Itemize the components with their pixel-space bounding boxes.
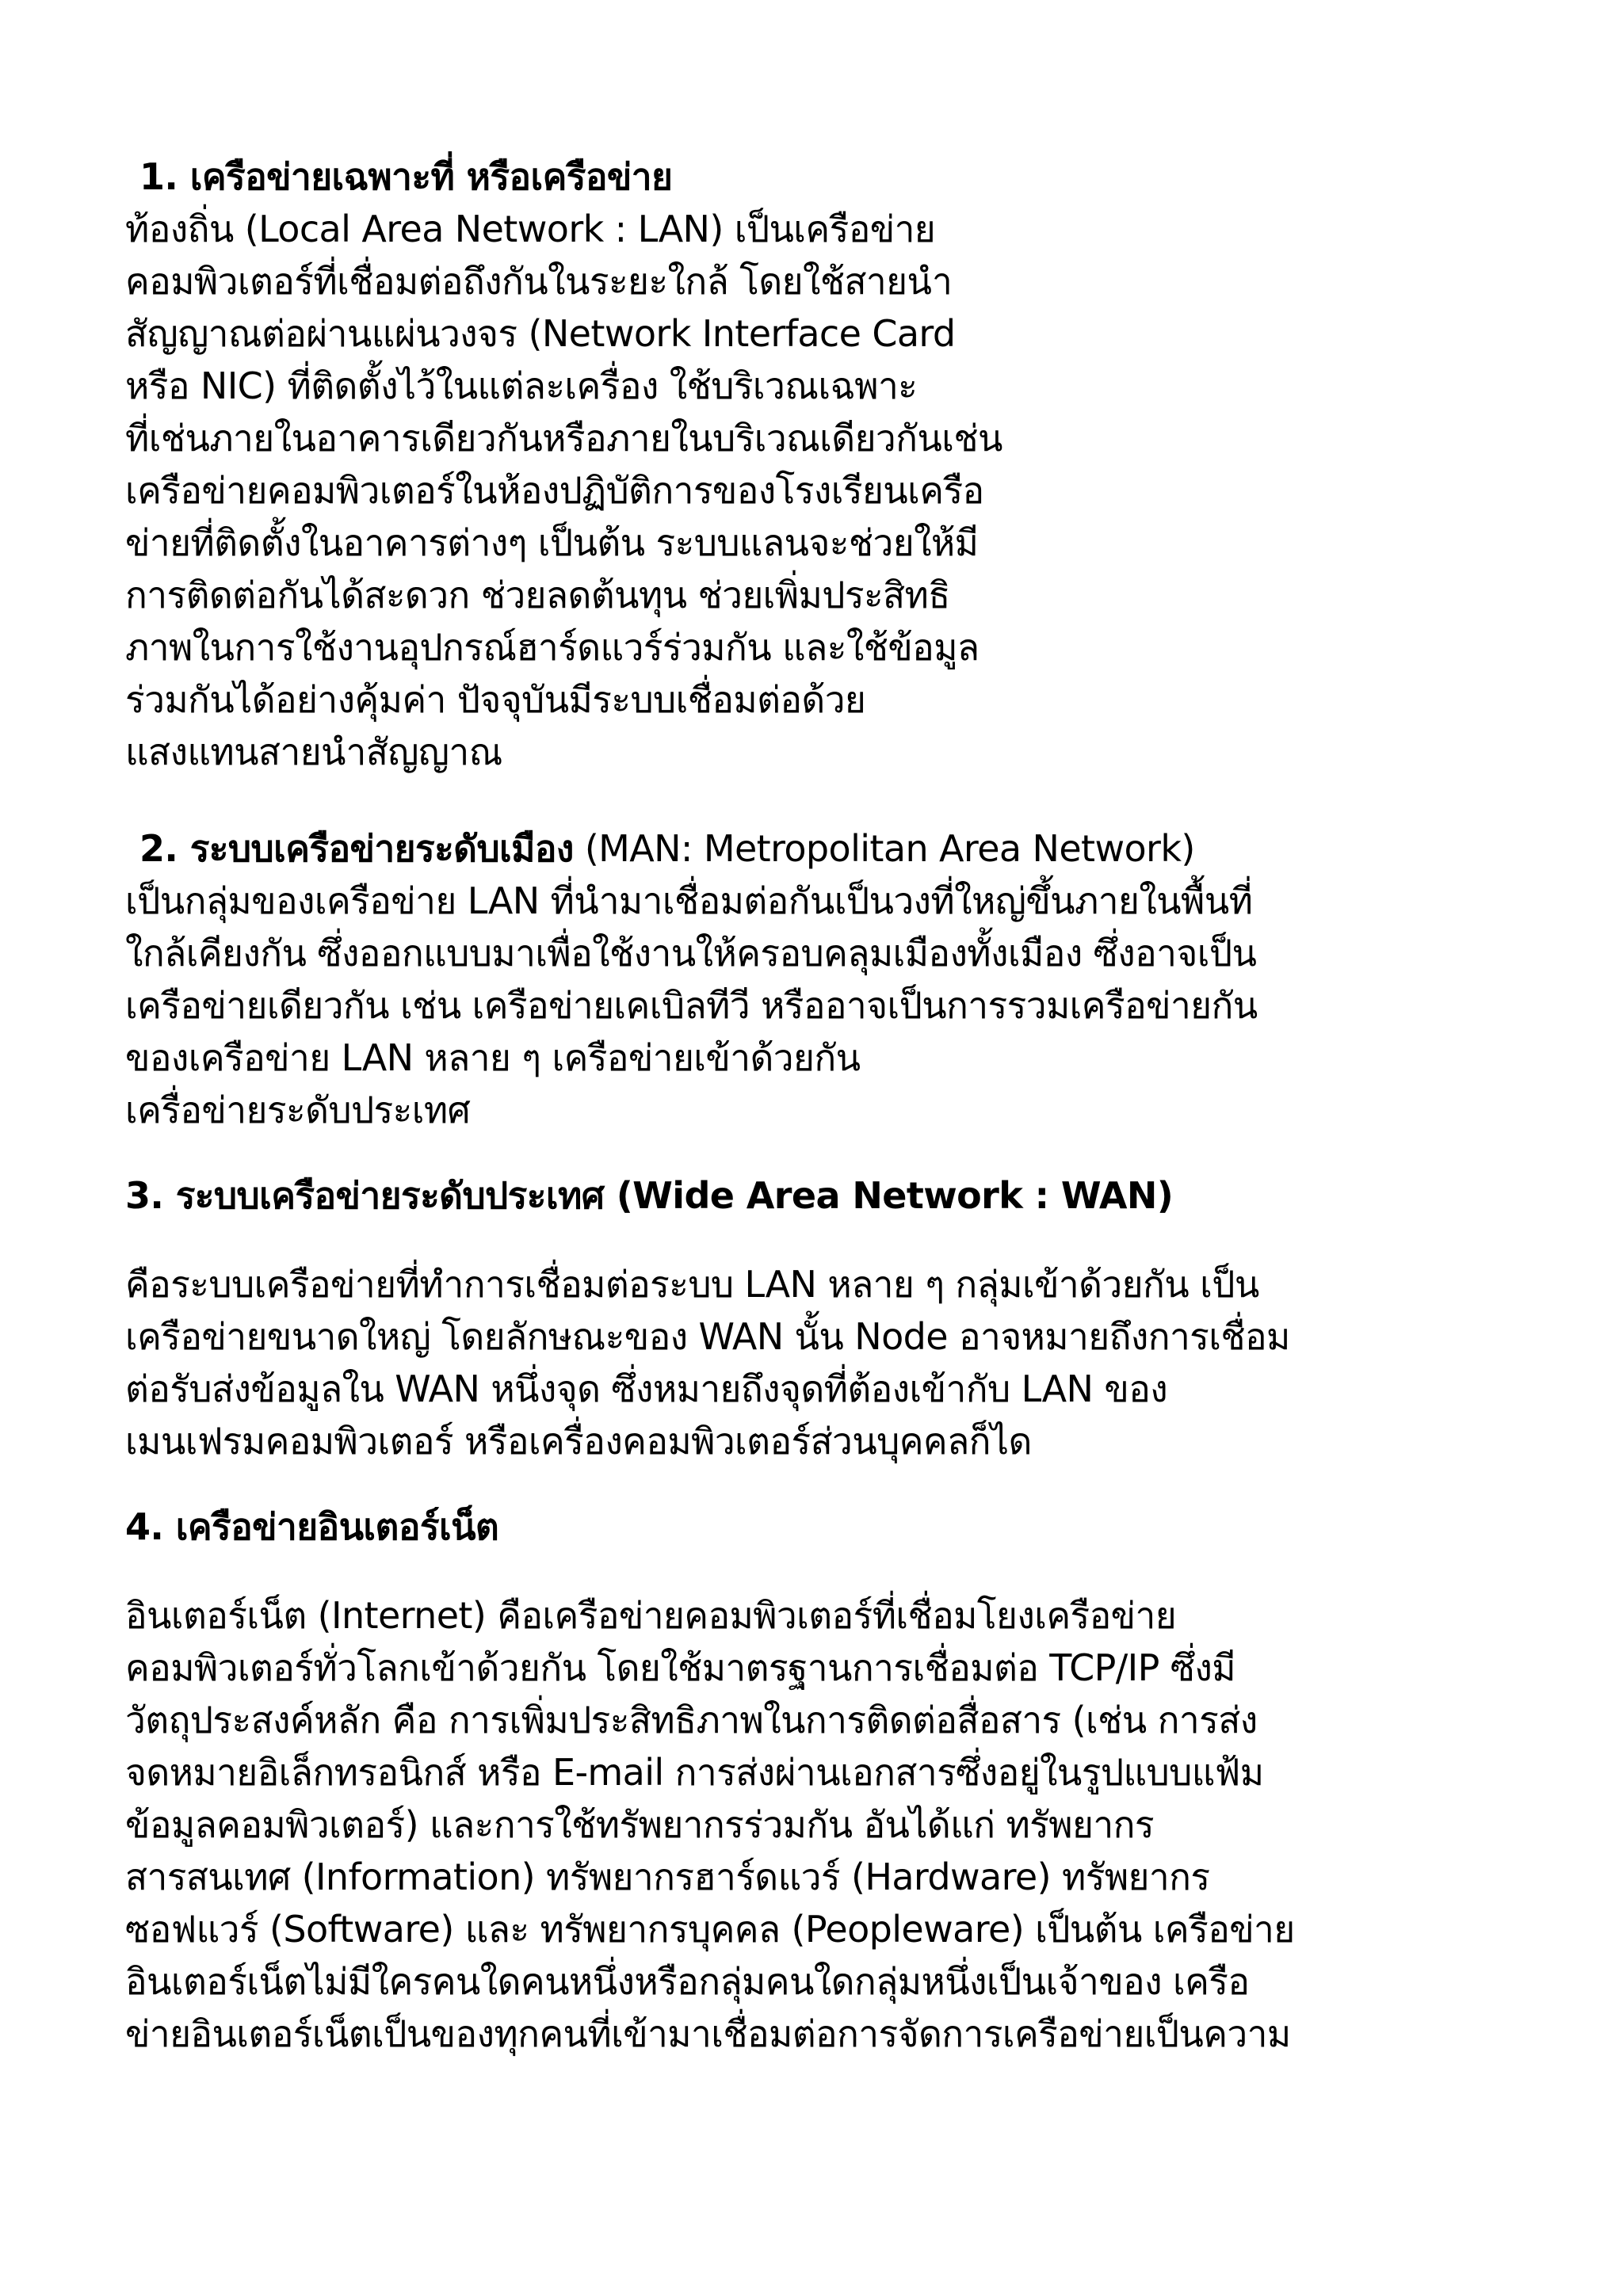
paragraph-line: แสงแทนสายนำสัญญาณ bbox=[125, 730, 502, 773]
paragraph-line: อินเตอร์เน็ตไม่มีใครคนใดคนหนึ่งหรือกลุ่มคนใดกลุ่มหนึ่งเป็นเจ้าของ เครือ bbox=[125, 1960, 1250, 2003]
section-3-heading: 3. ระบบเครือข่ายระดับประเทศ (Wide Area Network : WAN) bbox=[125, 1174, 1174, 1217]
paragraph-line: ข้อมูลคอมพิวเตอร์) และการใช้ทรัพยากรร่วมกัน อันได้แก่ ทรัพยากร bbox=[125, 1803, 1154, 1846]
paragraph-line: คือระบบเครือข่ายที่ทำการเชื่อมต่อระบบ LAN หลาย ๆ กลุ่มเข้าด้วยกัน เป็น bbox=[125, 1263, 1259, 1306]
paragraph-line: สารสนเทศ (Information) ทรัพยากรฮาร์ดแวร์ (Hardware) ทรัพยากร bbox=[125, 1855, 1210, 1898]
paragraph-line: เครือข่ายคอมพิวเตอร์ในห้องปฏิบัติการของโรงเรียนเครือ bbox=[125, 469, 984, 512]
section-2-heading-rest: (MAN: Metropolitan Area Network) bbox=[573, 827, 1195, 870]
paragraph-line: ภาพในการใช้งานอุปกรณ์ฮาร์ดแวร์ร่วมกัน และใช้ข้อมูล bbox=[125, 626, 980, 669]
paragraph-line: เครือข่ายเดียวกัน เช่น เครือข่ายเคเบิลทีวี หรืออาจเป็นการรวมเครือข่ายกัน bbox=[125, 984, 1258, 1027]
paragraph-line: ของเครือข่าย LAN หลาย ๆ เครือข่ายเข้าด้วยกัน bbox=[125, 1036, 861, 1079]
paragraph-line: คอมพิวเตอร์ทั่วโลกเข้าด้วยกัน โดยใช้มาตรฐานการเชื่อมต่อ TCP/IP ซึ่งมี bbox=[125, 1646, 1235, 1689]
paragraph-line: ซอฟแวร์ (Software) และ ทรัพยากรบุคคล (Peopleware) เป็นต้น เครือข่าย bbox=[125, 1908, 1295, 1951]
paragraph-line: ใกล้เคียงกัน ซึ่งออกแบบมาเพื่อใช้งานให้ครอบคลุมเมืองทั้งเมือง ซึ่งอาจเป็น bbox=[125, 932, 1257, 974]
section-internet bbox=[125, 1501, 1520, 2060]
paragraph-line: ต่อรับส่งข้อมูลใน WAN หนึ่งจุด ซึ่งหมายถึงจุดที่ต้องเข้ากับ LAN ของ bbox=[125, 1367, 1168, 1410]
paragraph-line: เป็นกลุ่มของเครือข่าย LAN ที่นำมาเชื่อมต่อกันเป็นวงที่ใหญ่ขึ้นภายในพื้นที่ bbox=[125, 879, 1253, 922]
section-4-heading: 4. เครือข่ายอินเตอร์เน็ต bbox=[125, 1505, 499, 1548]
paragraph-line: ท้องถิ่น (Local Area Network : LAN) เป็นเครือข่าย bbox=[125, 208, 936, 250]
paragraph-line: การติดต่อกันได้สะดวก ช่วยลดต้นทุน ช่วยเพิ่มประสิทธิ bbox=[125, 574, 950, 616]
paragraph-line: อินเตอร์เน็ต (Internet) คือเครือข่ายคอมพิวเตอร์ที่เชื่อมโยงเครือข่าย bbox=[125, 1594, 1177, 1637]
section-wan bbox=[125, 1169, 1520, 1467]
paragraph-line: ร่วมกันได้อย่างคุ้มค่า ปัจจุบันมีระบบเชื่อมต่อด้วย bbox=[125, 678, 866, 721]
section-2-heading-bold: 2. ระบบเครือข่ายระดับเมือง bbox=[139, 827, 574, 870]
section-1-heading: 1. เครือข่ายเฉพาะที่ หรือเครือข่าย bbox=[139, 155, 673, 198]
paragraph-line: เมนเฟรมคอมพิวเตอร์ หรือเครื่องคอมพิวเตอร์ส่วนบุคคลก็ได bbox=[125, 1420, 1032, 1463]
paragraph-line: เครื่อข่ายระดับประเทศ bbox=[125, 1089, 471, 1131]
paragraph-line: จดหมายอิเล็กทรอนิกส์ หรือ E-mail การส่งผ่านเอกสารซึ่งอยู่ในรูปแบบแฟ้ม bbox=[125, 1751, 1264, 1794]
section-man bbox=[125, 822, 1520, 1136]
section-2-heading bbox=[125, 822, 1520, 875]
document-page bbox=[125, 151, 1520, 2060]
paragraph-line: ข่ายที่ติดตั้งในอาคารต่างๆ เป็นต้น ระบบแลนจะช่วยให้มี bbox=[125, 521, 979, 564]
paragraph-line: ข่ายอินเตอร์เน็ตเป็นของทุกคนที่เข้ามาเชื่อมต่อการจัดการเครือข่ายเป็นความ bbox=[125, 2012, 1291, 2055]
section-lan bbox=[125, 151, 1520, 778]
paragraph-line: คอมพิวเตอร์ที่เชื่อมต่อถึงกันในระยะใกล้ โดยใช้สายนำ bbox=[125, 260, 953, 303]
paragraph-line: หรือ NIC) ที่ติดตั้งไว้ในแต่ละเครื่อง ใช้บริเวณเฉพาะ bbox=[125, 364, 918, 407]
paragraph-line: วัตถุประสงค์หลัก คือ การเพิ่มประสิทธิภาพในการติดต่อสื่อสาร (เช่น การส่ง bbox=[125, 1699, 1258, 1741]
paragraph-line: เครือข่ายขนาดใหญ่ โดยลักษณะของ WAN นั้น Node อาจหมายถึงการเชื่อม bbox=[125, 1315, 1290, 1358]
paragraph-line: สัญญาณต่อผ่านแผ่นวงจร (Network Interface Card bbox=[125, 312, 956, 355]
paragraph-line: ที่เช่นภายในอาคารเดียวกันหรือภายในบริเวณเดียวกันเช่น bbox=[125, 417, 1002, 460]
